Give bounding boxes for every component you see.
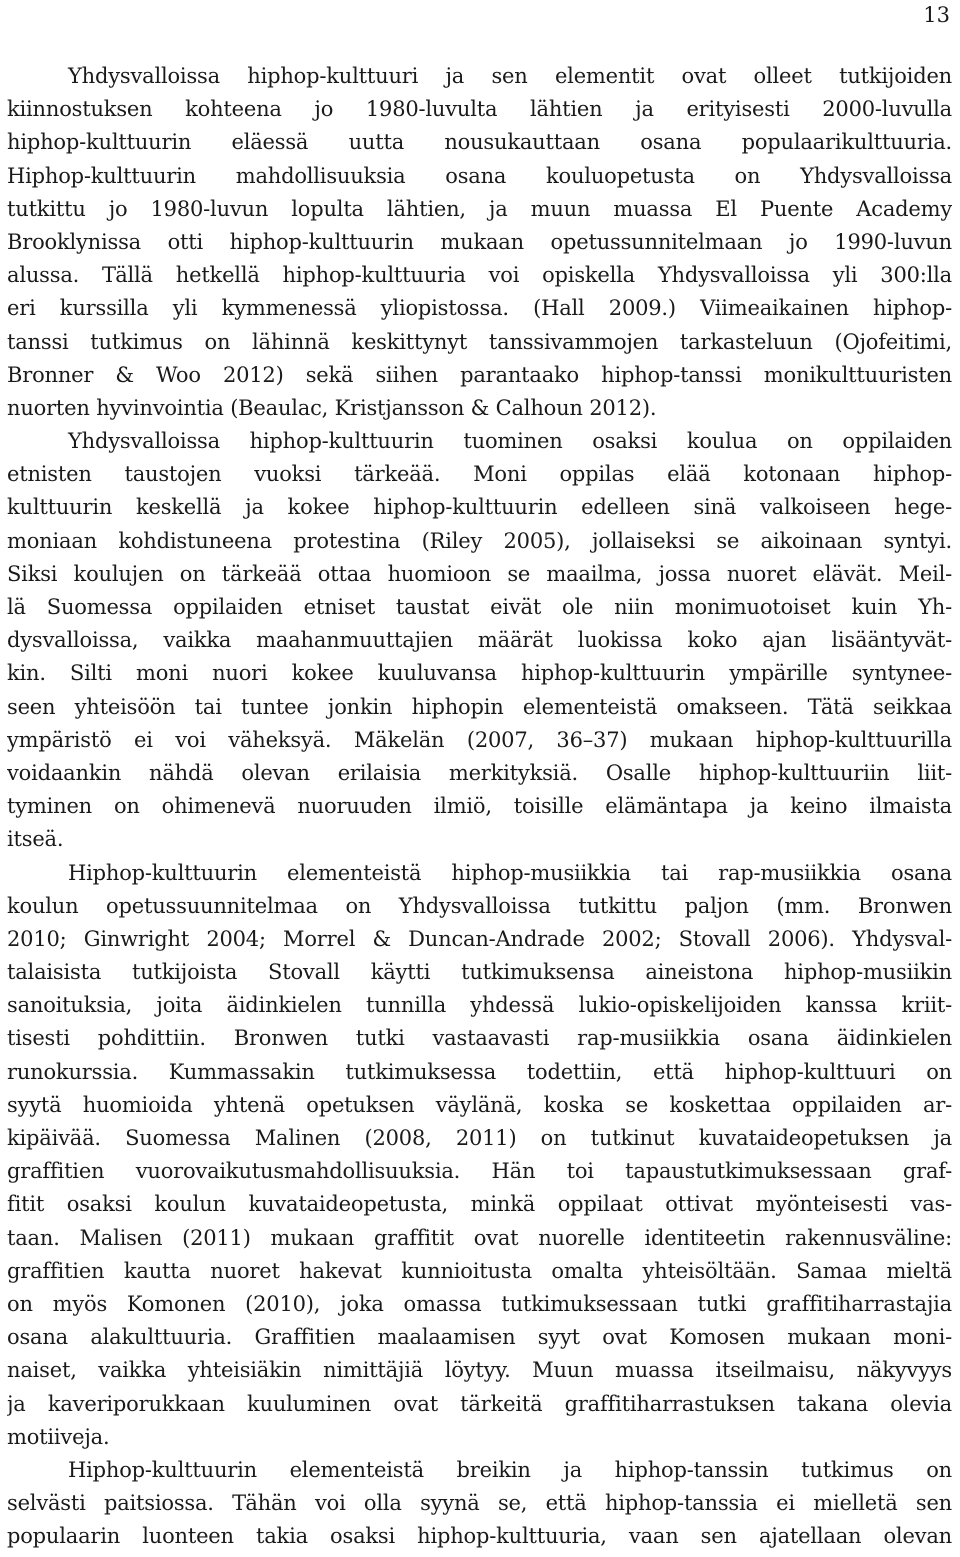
text-line: ja kaveriporukkaan kuuluminen ovat tärkeitä graffitiharrastuksen takana olevia: [7, 1391, 952, 1416]
text-line: eri kurssilla yli kymmenessä yliopistossa. (Hall 2009.) Viimeaikainen hiphop-: [7, 296, 952, 321]
text-line: seen yhteisöön tai tuntee jonkin hiphopin elementeistä omakseen. Tätä seikkaa: [7, 694, 952, 719]
text-line: moniaan kohdistuneena protestina (Riley 2005), jollaiseksi se aikoinaan syntyi.: [7, 528, 952, 553]
text-line: runokurssia. Kummassakin tutkimuksessa todettiin, että hiphop-kulttuuri on: [7, 1059, 952, 1084]
text-line: motiiveja.: [7, 1424, 110, 1449]
text-line: Hiphop-kulttuurin mahdollisuuksia osana kouluopetusta on Yhdysvalloissa: [7, 163, 952, 188]
text-line: koulun opetussuunnitelmaa on Yhdysvalloissa tutkittu paljon (mm. Bronwen: [7, 893, 952, 918]
page-number: 13: [923, 3, 950, 27]
text-line: fitit osaksi koulun kuvataideopetusta, minkä oppilaat ottivat myönteisesti vas-: [7, 1192, 952, 1217]
text-line: kin. Silti moni nuori kokee kuuluvansa hiphop-kulttuurin ympärille syntynee-: [7, 661, 952, 686]
paragraph: [7, 60, 952, 425]
text-line: kulttuurin keskellä ja kokee hiphop-kulttuurin edelleen sinä valkoiseen hege-: [7, 495, 952, 520]
text-line: Yhdysvalloissa hiphop-kulttuurin tuominen osaksi koulua on oppilaiden: [68, 429, 952, 454]
text-line: tutkittu jo 1980-luvun lopulta lähtien, ja muun muassa El Puente Academy: [7, 196, 952, 221]
text-line: sanoituksia, joita äidinkielen tunnilla yhdessä lukio-opiskelijoiden kanssa kriit-: [7, 993, 952, 1018]
text-line: on myös Komonen (2010), joka omassa tutkimuksessaan tutki graffitiharrastajia: [7, 1291, 952, 1316]
text-line: Yhdysvalloissa hiphop-kulttuuri ja sen elementit ovat olleet tutkijoiden: [68, 64, 952, 88]
text-line: graffitien vuorovaikutusmahdollisuuksia. Hän toi tapaustutkimuksessaan graf-: [7, 1159, 952, 1184]
paragraph: [7, 1454, 952, 1554]
text-line: naiset, vaikka yhteisiäkin nimittäjiä löytyy. Muun muassa itseilmaisu, näkyvyys: [7, 1358, 952, 1383]
body-text: [7, 60, 952, 1553]
text-line: populaarin luonteen takia osaksi hiphop-kulttuuria, vaan sen ajatellaan olevan: [7, 1524, 952, 1549]
text-line: tyminen on ohimenevä nuoruuden ilmiö, toisille elämäntapa ja keino ilmaista: [7, 794, 952, 819]
text-line: Hiphop-kulttuurin elementeistä hiphop-musiikkia tai rap-musiikkia osana: [68, 860, 952, 885]
text-line: ympäristö ei voi väheksyä. Mäkelän (2007, 36–37) mukaan hiphop-kulttuurilla: [7, 727, 952, 752]
text-line: itseä.: [7, 827, 64, 852]
text-line: etnisten taustojen vuoksi tärkeää. Moni oppilas elää kotonaan hiphop-: [7, 462, 952, 487]
text-line: syytä huomioida yhtenä opetuksen väylänä, koska se koskettaa oppilaiden ar-: [7, 1092, 952, 1117]
text-line: dysvalloissa, vaikka maahanmuuttajien määrät luokissa koko ajan lisääntyvät-: [7, 628, 952, 653]
paragraph: [7, 857, 952, 1454]
text-line: Brooklynissa otti hiphop-kulttuurin mukaan opetussunnitelmaan jo 1990-luvun: [7, 229, 952, 254]
text-line: kipäivää. Suomessa Malinen (2008, 2011) on tutkinut kuvataideopetuksen ja: [7, 1126, 952, 1150]
text-line: talaisista tutkijoista Stovall käytti tutkimuksensa aineistona hiphop-musiikin: [7, 960, 952, 985]
text-line: osana alakulttuuria. Graffitien maalaamisen syyt ovat Komosen mukaan moni-: [7, 1325, 952, 1350]
text-line: alussa. Tällä hetkellä hiphop-kulttuuria voi opiskella Yhdysvalloissa yli 300:lla: [7, 263, 952, 288]
text-line: tanssi tutkimus on lähinnä keskittynyt tanssivammojen tarkasteluun (Ojofeitimi,: [7, 329, 952, 354]
text-line: tisesti pohdittiin. Bronwen tutki vastaavasti rap-musiikkia osana äidinkielen: [7, 1026, 952, 1051]
text-line: nuorten hyvinvointia (Beaulac, Kristjansson & Calhoun 2012).: [7, 395, 657, 420]
text-line: graffitien kautta nuoret hakevat kunnioitusta omalta yhteisöltään. Samaa mieltä: [7, 1258, 952, 1283]
text-line: lä Suomessa oppilaiden etniset taustat eivät ole niin monimuotoiset kuin Yh-: [7, 595, 952, 619]
text-line: voidaankin nähdä olevan erilaisia merkityksiä. Osalle hiphop-kulttuuriin liit-: [7, 760, 952, 785]
text-line: Siksi koulujen on tärkeää ottaa huomioon se maailma, jossa nuoret elävät. Meil-: [7, 561, 952, 586]
text-line: kiinnostuksen kohteena jo 1980-luvulta lähtien ja erityisesti 2000-luvulla: [7, 97, 952, 122]
text-line: hiphop-kulttuurin eläessä uutta nousukauttaan osana populaarikulttuuria.: [7, 130, 952, 155]
paragraph: [7, 425, 952, 856]
text-line: selvästi paitsiossa. Tähän voi olla syynä se, että hiphop-tanssia ei mielletä sen: [7, 1491, 952, 1516]
text-line: Hiphop-kulttuurin elementeistä breikin ja hiphop-tanssin tutkimus on: [68, 1457, 952, 1482]
text-line: taan. Malisen (2011) mukaan graffitit ovat nuorelle identiteetin rakennusväline:: [7, 1225, 952, 1250]
text-line: Bronner & Woo 2012) sekä siihen parantaako hiphop-tanssi monikulttuuristen: [7, 362, 952, 387]
text-line: 2010; Ginwright 2004; Morrel & Duncan-Andrade 2002; Stovall 2006). Yhdysval-: [7, 926, 952, 951]
